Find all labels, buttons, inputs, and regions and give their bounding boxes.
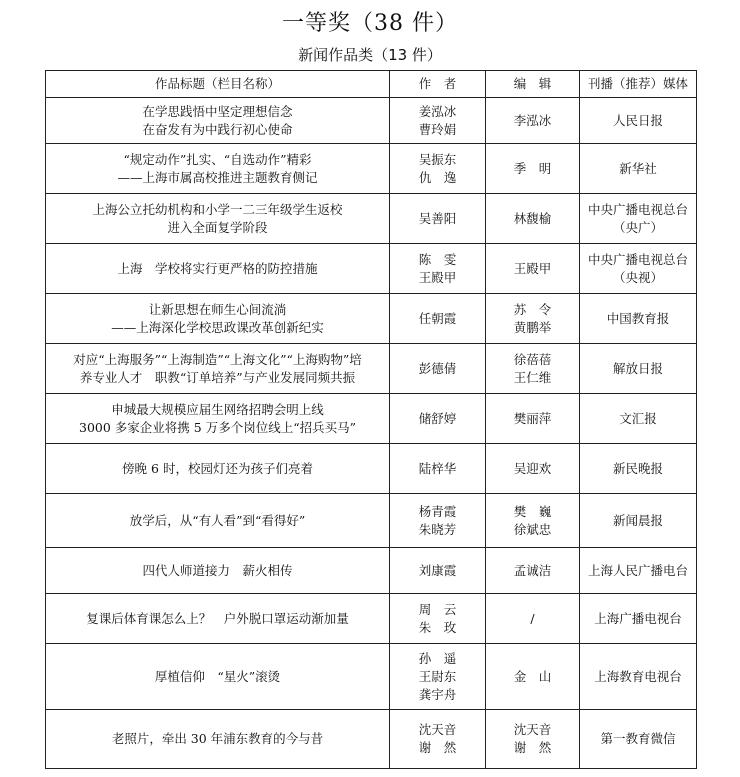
cell-authors-line: 陈 雯 [418,251,457,267]
cell-authors [390,194,486,244]
cell-editors [486,444,580,494]
cell-media [580,594,697,644]
cell-editors-line: 金 山 [513,668,552,684]
cell-editors-line: 徐斌忠 [513,521,552,537]
cell-title-line: 让新思想在师生心间流淌 [148,301,287,317]
table-row [46,98,697,144]
cell-authors-line: 谢 然 [418,740,457,755]
cell-authors-line: 杨青霞 [418,503,457,519]
header-title: 作品标题（栏目名称） [46,71,390,98]
cell-authors-line: 朱晓芳 [418,521,457,537]
cell-media [580,194,697,244]
cell-title [46,494,390,548]
cell-authors-line: 吴善阳 [418,210,457,226]
cell-media [580,644,697,710]
cell-editors-line: 吴迎欢 [513,460,552,476]
cell-editors [486,98,580,144]
cell-editors-line: 黄鹏举 [513,319,552,335]
cell-title [46,594,390,644]
cell-editors [486,394,580,444]
cell-title [46,144,390,194]
cell-media-line: 新闻晨报 [612,512,663,528]
cell-editors-line: 谢 然 [513,740,552,755]
cell-title [46,98,390,144]
cell-authors-line: 龚宇舟 [418,686,457,702]
header-media: 刊播（推荐）媒体 [580,71,697,98]
table-row [46,710,697,769]
cell-media [580,494,697,548]
cell-title [46,548,390,594]
cell-title [46,344,390,394]
cell-media-line: 解放日报 [612,360,663,376]
cell-editors-line: 林馥榆 [513,210,552,226]
cell-media-line: 文汇报 [619,410,657,426]
cell-authors [390,98,486,144]
cell-authors-line: 曹玲娟 [418,121,457,137]
cell-media-line: 上海广播电视台 [594,610,682,626]
cell-editors [486,494,580,548]
cell-editors-line: 孟诚洁 [513,562,552,578]
cell-authors [390,594,486,644]
cell-authors [390,644,486,710]
table-row [46,144,697,194]
cell-media-line: 中央广播电视总台 [587,251,688,267]
cell-media-line: 新华社 [619,160,657,176]
cell-authors [390,444,486,494]
cell-title-line: 养专业人才 职教“订单培养”与产业发展同频共振 [79,369,356,385]
cell-authors-line: 任朝霞 [418,310,457,326]
cell-media [580,548,697,594]
cell-editors-line: 李泓冰 [513,112,552,128]
cell-title [46,644,390,710]
cell-media [580,444,697,494]
cell-editors-line: / [530,610,535,626]
cell-media [580,244,697,294]
cell-authors-line: 刘康霞 [418,562,457,578]
cell-editors [486,244,580,294]
cell-editors [486,594,580,644]
cell-title [46,444,390,494]
cell-authors [390,344,486,394]
table-row [46,344,697,394]
cell-authors [390,144,486,194]
cell-title-line: 四代人师道接力 薪火相传 [142,562,293,578]
cell-editors [486,194,580,244]
table-row [46,444,697,494]
header-editor: 编 辑 [486,71,580,98]
table-row [46,244,697,294]
cell-media [580,98,697,144]
cell-authors-line: 吴振东 [418,151,457,167]
cell-authors-line: 储舒婷 [418,410,457,426]
table-row [46,594,697,644]
cell-editors-line: 季 明 [513,160,552,176]
cell-media-line: 人民日报 [612,112,663,128]
cell-title-line: 上海 学校将实行更严格的防控措施 [117,260,318,276]
cell-authors-line: 王尉东 [418,668,457,684]
table-row [46,494,697,548]
cell-title-line: 在奋发有为中践行初心使命 [142,121,293,137]
cell-authors-line: 周 云 [418,601,457,617]
cell-title-line: 申城最大规模应届生网络招聘会明上线 [111,401,324,417]
cell-editors-line: 沈天音 [513,722,552,737]
cell-title [46,294,390,344]
cell-authors-line: 朱 玫 [418,619,457,635]
cell-title-line: 放学后，从“有人看”到“看得好” [129,512,306,528]
cell-title-line: 3000 多家企业将携 5 万多个岗位线上“招兵买马” [79,419,356,435]
cell-media-line: 第一教育微信 [600,731,676,746]
cell-authors [390,294,486,344]
cell-title-line: 在学思践悟中坚定理想信念 [142,103,293,119]
cell-authors-line: 孙 遥 [418,650,457,666]
cell-authors [390,244,486,294]
cell-editors-line: 樊丽萍 [513,410,552,426]
page-title: 一等奖（38 件） [282,11,458,36]
table-body [46,98,697,769]
cell-media-line: 中央广播电视总台 [587,201,688,217]
cell-media [580,144,697,194]
table-row [46,294,697,344]
cell-media [580,394,697,444]
cell-title [46,394,390,444]
cell-editors [486,710,580,769]
cell-title-line: 复课后体育课怎么上？ 户外脱口罩运动渐加量 [86,610,349,626]
section-subtitle: 新闻作品类（13 件） [298,46,442,64]
cell-title-line: 对应“上海服务”“上海制造”“上海文化”“上海购物”培 [73,351,362,367]
cell-editors-line: 王仁维 [513,369,552,385]
cell-title-line: ——上海深化学校思政课改革创新纪实 [111,319,324,335]
cell-editors [486,644,580,710]
cell-media-line: 新民晚报 [612,460,663,476]
table-row [46,194,697,244]
awards-table [45,70,697,769]
table-row [46,644,697,710]
cell-title-line: 厚植信仰 “星火”滚烫 [154,668,281,684]
cell-authors-line: 姜泓冰 [418,103,457,119]
table-header-row [46,71,697,98]
cell-authors-line: 彭德倩 [418,360,457,376]
cell-editors-line: 苏 令 [513,301,552,317]
cell-media-line: 上海人民广播电台 [587,562,688,578]
table-row [46,394,697,444]
cell-authors [390,494,486,548]
cell-editors [486,344,580,394]
cell-editors [486,548,580,594]
cell-media-line: （央广） [612,219,663,235]
header-author: 作 者 [390,71,486,98]
cell-editors-line: 王殿甲 [513,260,552,276]
cell-title-line: “规定动作”扎实、“自选动作”精彩 [123,151,312,167]
cell-editors-line: 徐蓓蓓 [513,351,552,367]
cell-title [46,710,390,769]
cell-title [46,194,390,244]
cell-media [580,294,697,344]
cell-editors [486,144,580,194]
cell-authors-line: 沈天音 [418,722,457,737]
cell-media-line: （央视） [612,269,663,285]
cell-authors-line: 陆梓华 [418,460,457,476]
cell-media-line: 中国教育报 [606,310,670,326]
cell-title-line: 老照片，牵出 30 年浦东教育的今与昔 [111,731,324,746]
cell-title-line: 上海公立托幼机构和小学一二三年级学生返校 [92,201,343,217]
cell-authors [390,548,486,594]
cell-editors-line: 樊 巍 [513,503,552,519]
cell-authors-line: 仇 逸 [418,169,457,185]
cell-media-line: 上海教育电视台 [594,668,682,684]
table-row [46,548,697,594]
cell-title [46,244,390,294]
cell-editors [486,294,580,344]
cell-authors-line: 王殿甲 [418,269,457,285]
cell-media [580,710,697,769]
cell-title-line: ——上海市属高校推进主题教育侧记 [117,169,318,185]
cell-media [580,344,697,394]
cell-title-line: 傍晚 6 时，校园灯还为孩子们亮着 [122,460,313,476]
cell-title-line: 进入全面复学阶段 [167,219,268,235]
cell-authors [390,710,486,769]
cell-authors [390,394,486,444]
